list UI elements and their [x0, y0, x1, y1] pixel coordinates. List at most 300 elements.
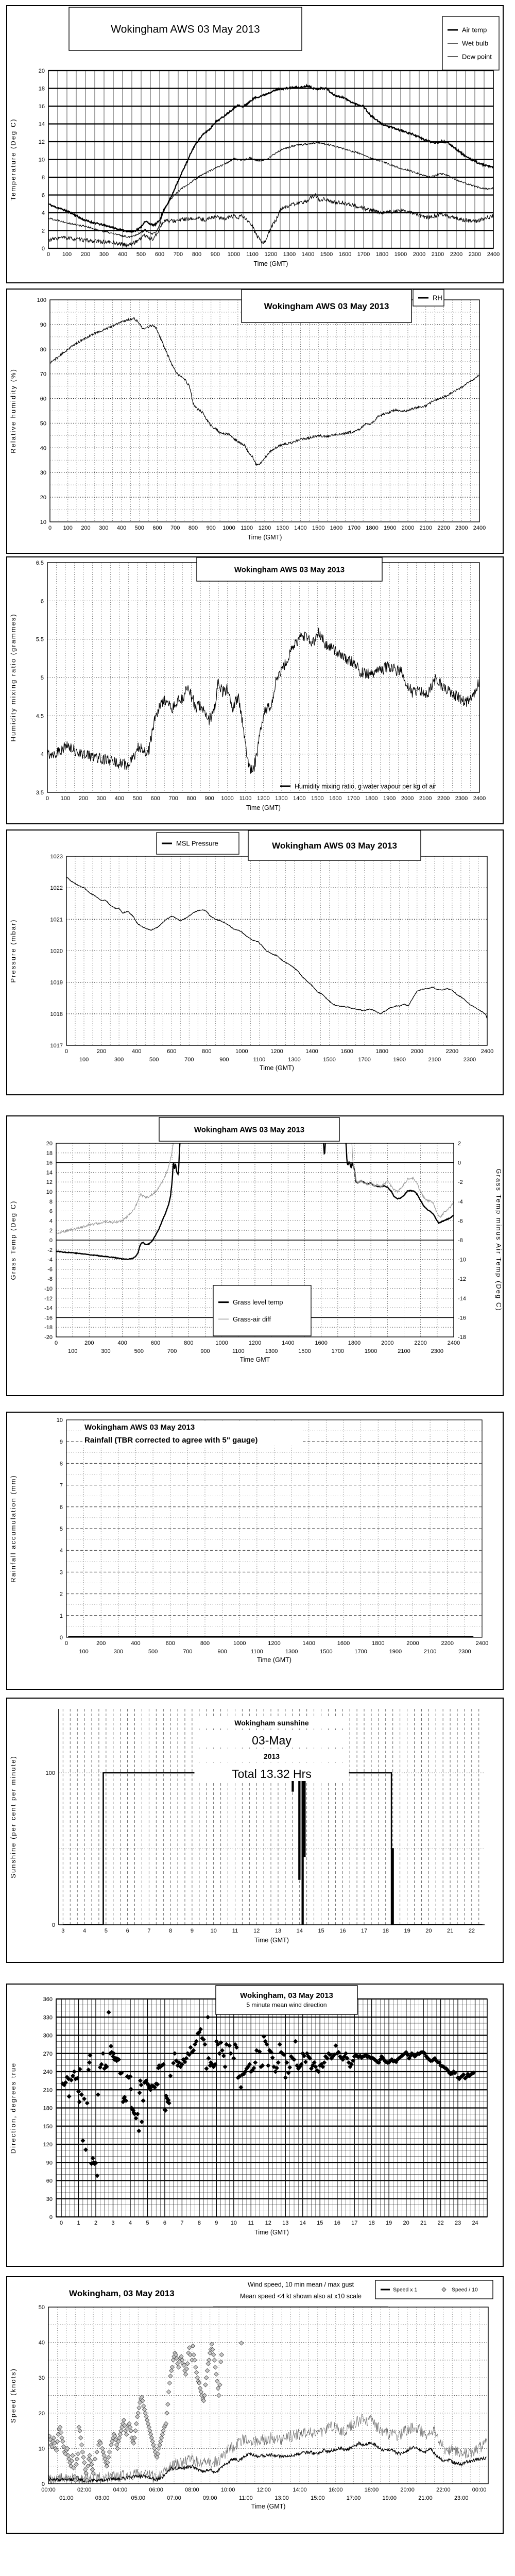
- svg-text:10: 10: [46, 1189, 53, 1195]
- x-axis-labels: [65, 1048, 493, 1063]
- x-axis-title: Time (GMT): [254, 1937, 289, 1944]
- svg-text:4: 4: [41, 210, 45, 216]
- y-axis-title: Humidity mixing ratio (grammes): [9, 613, 17, 742]
- chart-humidity-mixing-ratio: [6, 556, 504, 824]
- svg-text:0: 0: [64, 1640, 68, 1647]
- x-axis-title: Time (GMT): [260, 1064, 294, 1072]
- svg-text:180: 180: [43, 2105, 53, 2112]
- svg-text:400: 400: [131, 1640, 141, 1647]
- svg-text:0: 0: [59, 1635, 63, 1641]
- svg-text:8: 8: [59, 1461, 63, 1467]
- svg-text:500: 500: [134, 525, 144, 531]
- svg-text:15: 15: [317, 2220, 323, 2226]
- svg-text:2: 2: [59, 1591, 63, 1598]
- svg-text:14: 14: [46, 1170, 53, 1176]
- svg-text:1600: 1600: [337, 1640, 350, 1647]
- svg-text:-18: -18: [458, 1334, 466, 1341]
- svg-text:1600: 1600: [338, 251, 352, 258]
- svg-text:2000: 2000: [401, 525, 415, 531]
- svg-text:0: 0: [59, 2220, 63, 2226]
- svg-text:2: 2: [94, 2220, 98, 2226]
- svg-text:4.5: 4.5: [36, 713, 44, 720]
- svg-text:16: 16: [339, 1928, 346, 1934]
- svg-text:2400: 2400: [473, 525, 486, 531]
- svg-text:0: 0: [49, 2214, 53, 2221]
- svg-text:1000: 1000: [221, 795, 234, 802]
- series-speed-10: [47, 2341, 244, 2483]
- svg-text:18: 18: [38, 86, 45, 92]
- svg-text:2200: 2200: [450, 251, 463, 258]
- chart-title: [213, 2279, 388, 2307]
- y-axis-labels: [50, 854, 63, 1049]
- svg-text:1800: 1800: [372, 1640, 385, 1647]
- svg-text:3: 3: [61, 1928, 65, 1934]
- svg-text:1900: 1900: [393, 1057, 406, 1063]
- svg-text:2100: 2100: [428, 1057, 441, 1063]
- svg-text:90: 90: [40, 321, 46, 328]
- svg-text:90: 90: [46, 2160, 53, 2166]
- svg-text:50: 50: [40, 420, 46, 427]
- legend: [375, 2280, 493, 2299]
- svg-text:-14: -14: [44, 1305, 53, 1312]
- x-axis-title: Time (GMT): [251, 2503, 286, 2510]
- svg-text:1100: 1100: [246, 251, 259, 258]
- svg-text:Humidity mixing ratio, g water: Humidity mixing ratio, g water vapour per kg of air: [295, 783, 437, 790]
- svg-text:400: 400: [117, 1340, 127, 1346]
- chart-grass-temperature-svg: [7, 1116, 503, 1395]
- legend: [442, 16, 499, 70]
- chart-rainfall: [6, 1412, 504, 1690]
- svg-text:900: 900: [219, 1057, 229, 1063]
- svg-text:-10: -10: [44, 1286, 53, 1292]
- svg-text:500: 500: [134, 1348, 144, 1354]
- svg-text:2000: 2000: [413, 251, 426, 258]
- svg-text:60: 60: [40, 396, 46, 402]
- svg-text:800: 800: [184, 1340, 194, 1346]
- svg-text:6: 6: [59, 1504, 63, 1511]
- svg-text:07:00: 07:00: [167, 2495, 181, 2501]
- x-axis-labels: [60, 2220, 478, 2226]
- svg-text:120: 120: [43, 2142, 53, 2148]
- svg-text:2013: 2013: [263, 1752, 280, 1760]
- svg-text:270: 270: [43, 2050, 53, 2057]
- svg-text:13: 13: [282, 2220, 289, 2226]
- gridlines: [66, 856, 487, 1045]
- svg-text:100: 100: [60, 795, 71, 802]
- svg-text:1800: 1800: [375, 251, 389, 258]
- svg-text:1800: 1800: [366, 525, 379, 531]
- svg-text:1019: 1019: [50, 979, 63, 986]
- svg-text:1023: 1023: [50, 854, 63, 860]
- svg-text:7: 7: [147, 1928, 151, 1934]
- y-axis-title: Pressure (mbar): [9, 919, 17, 983]
- svg-text:11: 11: [232, 1928, 238, 1934]
- svg-text:Wokingham, 03 May 2013: Wokingham, 03 May 2013: [240, 1991, 333, 2000]
- svg-text:700: 700: [173, 251, 183, 258]
- svg-text:100: 100: [79, 1057, 89, 1063]
- svg-text:8: 8: [41, 175, 45, 181]
- svg-text:1900: 1900: [384, 525, 397, 531]
- svg-text:1000: 1000: [222, 525, 235, 531]
- svg-text:12: 12: [46, 1179, 53, 1186]
- svg-text:800: 800: [200, 1640, 210, 1647]
- svg-text:12: 12: [38, 139, 45, 145]
- svg-text:05:00: 05:00: [131, 2495, 146, 2501]
- svg-text:4: 4: [40, 751, 44, 758]
- y2-axis-title: Grass Temp minus Air Temp (Deg C): [495, 1168, 503, 1312]
- svg-text:23: 23: [454, 2220, 461, 2226]
- svg-text:20: 20: [403, 2220, 409, 2226]
- svg-text:20:00: 20:00: [400, 2487, 415, 2493]
- svg-text:9: 9: [59, 1439, 63, 1446]
- svg-text:14: 14: [299, 2220, 306, 2226]
- chart-title: [195, 1716, 349, 1781]
- svg-text:900: 900: [210, 251, 220, 258]
- svg-text:6: 6: [126, 1928, 129, 1934]
- svg-text:00:00: 00:00: [472, 2487, 487, 2493]
- svg-text:2200: 2200: [437, 795, 450, 802]
- svg-text:1700: 1700: [331, 1348, 345, 1354]
- chart-wind-direction-svg: [7, 1985, 503, 2266]
- svg-text:-12: -12: [458, 1276, 466, 1283]
- svg-text:5: 5: [59, 1526, 63, 1532]
- svg-text:5 minute mean wind direction: 5 minute mean wind direction: [246, 2001, 327, 2009]
- svg-text:1400: 1400: [293, 795, 306, 802]
- svg-text:1400: 1400: [305, 1048, 318, 1055]
- svg-text:-4: -4: [458, 1198, 463, 1205]
- svg-text:03:00: 03:00: [95, 2495, 110, 2501]
- svg-text:1800: 1800: [365, 795, 378, 802]
- svg-text:2300: 2300: [455, 795, 468, 802]
- svg-text:17:00: 17:00: [346, 2495, 361, 2501]
- legend: [413, 290, 444, 306]
- svg-text:4: 4: [83, 1928, 87, 1934]
- svg-text:8: 8: [197, 2220, 201, 2226]
- svg-text:1021: 1021: [50, 917, 63, 923]
- svg-text:-8: -8: [458, 1238, 463, 1244]
- svg-text:4: 4: [49, 1218, 53, 1225]
- y-axis-title: Speed (knots): [9, 2368, 17, 2423]
- x-axis-title: Time (GMT): [247, 534, 282, 541]
- svg-text:22:00: 22:00: [436, 2487, 451, 2493]
- svg-text:0: 0: [49, 1238, 53, 1244]
- chart-humidity-mixing-ratio-svg: [7, 557, 503, 823]
- svg-text:100: 100: [45, 1770, 55, 1776]
- y-axis-labels: [46, 1770, 55, 1928]
- chart-sunshine: [6, 1698, 504, 1963]
- svg-text:17: 17: [351, 2220, 358, 2226]
- svg-text:800: 800: [186, 795, 196, 802]
- legend: [157, 833, 239, 854]
- svg-text:30: 30: [38, 2375, 45, 2382]
- svg-text:19: 19: [386, 2220, 392, 2226]
- svg-text:2300: 2300: [431, 1348, 444, 1354]
- svg-text:2200: 2200: [414, 1340, 427, 1346]
- chart-wind-speed: [6, 2276, 504, 2534]
- svg-text:500: 500: [132, 795, 142, 802]
- svg-text:600: 600: [167, 1048, 177, 1055]
- svg-text:2000: 2000: [406, 1640, 419, 1647]
- gridlines: [66, 1420, 482, 1637]
- svg-text:700: 700: [167, 1348, 177, 1354]
- svg-text:1100: 1100: [232, 1348, 245, 1354]
- svg-text:15: 15: [318, 1928, 324, 1934]
- svg-text:Wokingham AWS 03 May 2013: Wokingham AWS 03 May 2013: [234, 565, 345, 574]
- svg-text:Wokingham, 03 May 2013: Wokingham, 03 May 2013: [69, 2289, 175, 2298]
- svg-text:300: 300: [43, 2032, 53, 2039]
- svg-text:0: 0: [45, 795, 49, 802]
- legend: [213, 1285, 311, 1336]
- svg-text:Rainfall (TBR corrected to agr: Rainfall (TBR corrected to agree with 5" gauge): [84, 1436, 258, 1445]
- svg-text:200: 200: [84, 1340, 94, 1346]
- svg-text:Speed x 1: Speed x 1: [393, 2286, 418, 2293]
- gridlines: [48, 71, 493, 248]
- chart-title: [69, 7, 302, 50]
- svg-text:10: 10: [210, 1928, 217, 1934]
- svg-text:5: 5: [40, 675, 44, 681]
- svg-text:500: 500: [136, 251, 146, 258]
- x-axis-title: Time (GMT): [254, 2229, 289, 2236]
- svg-text:09:00: 09:00: [202, 2495, 217, 2501]
- y-axis-title: Temperature (Deg C): [9, 118, 17, 201]
- svg-text:1200: 1200: [270, 1048, 283, 1055]
- svg-text:1200: 1200: [258, 525, 271, 531]
- chart-relative-humidity-svg: [7, 290, 503, 553]
- svg-text:16: 16: [334, 2220, 340, 2226]
- svg-text:01:00: 01:00: [59, 2495, 74, 2501]
- svg-text:08:00: 08:00: [185, 2487, 199, 2493]
- svg-text:21:00: 21:00: [418, 2495, 433, 2501]
- series-max-gust: [48, 2414, 487, 2485]
- svg-text:1900: 1900: [389, 1649, 402, 1655]
- svg-text:10: 10: [38, 2446, 45, 2452]
- svg-text:04:00: 04:00: [113, 2487, 128, 2493]
- svg-text:1500: 1500: [323, 1057, 336, 1063]
- svg-text:19:00: 19:00: [382, 2495, 397, 2501]
- x-axis-title: Time (GMT): [257, 1656, 291, 1664]
- svg-text:Speed / 10: Speed / 10: [452, 2286, 478, 2293]
- x-axis-labels: [47, 251, 500, 258]
- x-axis-labels: [55, 1340, 460, 1354]
- svg-text:2: 2: [458, 1141, 461, 1147]
- chart-title: [159, 1117, 339, 1141]
- y-axis-title: Rainfall accumulation (mm): [9, 1475, 17, 1583]
- svg-text:24: 24: [472, 2220, 478, 2226]
- gridlines: [47, 563, 479, 792]
- svg-text:1200: 1200: [248, 1340, 262, 1346]
- svg-text:200: 200: [96, 1048, 107, 1055]
- y-axis-labels: [37, 297, 46, 526]
- svg-text:900: 900: [204, 795, 214, 802]
- svg-text:16: 16: [38, 104, 45, 110]
- svg-text:10: 10: [230, 2220, 237, 2226]
- chart-title: [248, 831, 421, 860]
- chart-title: [242, 290, 411, 323]
- svg-text:1500: 1500: [320, 1649, 333, 1655]
- svg-text:600: 600: [150, 795, 160, 802]
- svg-text:2100: 2100: [423, 1649, 437, 1655]
- svg-text:8: 8: [49, 1198, 53, 1205]
- svg-text:00:00: 00:00: [41, 2487, 56, 2493]
- svg-text:1700: 1700: [347, 795, 360, 802]
- svg-text:12:00: 12:00: [256, 2487, 271, 2493]
- svg-text:-18: -18: [44, 1325, 53, 1331]
- chart-sunshine-svg: [7, 1699, 503, 1962]
- svg-text:Grass-air diff: Grass-air diff: [233, 1315, 271, 1323]
- svg-text:2100: 2100: [419, 525, 432, 531]
- svg-text:300: 300: [101, 1348, 111, 1354]
- x-axis-title: Time GMT: [239, 1356, 270, 1363]
- svg-text:0: 0: [458, 1160, 461, 1166]
- svg-text:14: 14: [296, 1928, 303, 1934]
- svg-text:330: 330: [43, 2014, 53, 2021]
- svg-text:1018: 1018: [50, 1011, 63, 1018]
- svg-text:6: 6: [163, 2220, 166, 2226]
- svg-text:16:00: 16:00: [328, 2487, 343, 2493]
- svg-text:2: 2: [41, 228, 45, 234]
- svg-text:2100: 2100: [419, 795, 432, 802]
- svg-text:9: 9: [190, 1928, 194, 1934]
- svg-text:10: 10: [38, 157, 45, 163]
- svg-text:1: 1: [77, 2220, 80, 2226]
- svg-text:1900: 1900: [383, 795, 396, 802]
- svg-text:7: 7: [59, 1482, 63, 1489]
- svg-text:Wokingham AWS 03 May 2013: Wokingham AWS 03 May 2013: [84, 1423, 195, 1432]
- gridlines: [48, 2307, 488, 2484]
- svg-text:1300: 1300: [285, 1649, 298, 1655]
- svg-text:Wokingham AWS 03 May 2013: Wokingham AWS 03 May 2013: [264, 301, 389, 311]
- svg-text:-12: -12: [44, 1295, 53, 1302]
- svg-text:10: 10: [56, 1417, 63, 1423]
- svg-text:2200: 2200: [445, 1048, 459, 1055]
- svg-text:19: 19: [404, 1928, 410, 1934]
- svg-text:-10: -10: [458, 1257, 466, 1263]
- svg-text:-16: -16: [44, 1315, 53, 1321]
- svg-text:400: 400: [116, 525, 127, 531]
- svg-text:1800: 1800: [348, 1340, 361, 1346]
- svg-text:1000: 1000: [235, 1048, 248, 1055]
- y-axis-labels: [39, 2304, 45, 2487]
- svg-text:1500: 1500: [320, 251, 333, 258]
- svg-text:1200: 1200: [268, 1640, 281, 1647]
- svg-text:1020: 1020: [50, 948, 63, 955]
- svg-text:700: 700: [170, 525, 180, 531]
- svg-text:1300: 1300: [288, 1057, 301, 1063]
- svg-text:30: 30: [40, 470, 46, 477]
- svg-text:30: 30: [46, 2196, 53, 2202]
- svg-text:100: 100: [79, 1649, 89, 1655]
- svg-text:21: 21: [420, 2220, 427, 2226]
- chart-temperature: [6, 5, 504, 283]
- chart-temperature-svg: [7, 6, 503, 282]
- svg-text:300: 300: [114, 1057, 124, 1063]
- svg-text:1400: 1400: [302, 1640, 315, 1647]
- svg-text:-6: -6: [47, 1266, 53, 1273]
- svg-text:1400: 1400: [301, 251, 315, 258]
- svg-text:600: 600: [154, 251, 165, 258]
- svg-text:22: 22: [468, 1928, 475, 1934]
- series-humidity-mixing-ratio: [47, 628, 479, 774]
- svg-text:200: 200: [80, 251, 91, 258]
- svg-text:1100: 1100: [239, 795, 252, 802]
- chart-msl-pressure: [6, 829, 504, 1095]
- svg-text:12: 12: [265, 2220, 271, 2226]
- svg-text:12: 12: [253, 1928, 260, 1934]
- svg-text:1600: 1600: [330, 525, 343, 531]
- svg-text:2400: 2400: [475, 1640, 489, 1647]
- svg-text:2200: 2200: [437, 525, 450, 531]
- svg-text:5: 5: [146, 2220, 149, 2226]
- svg-text:18: 18: [368, 2220, 375, 2226]
- svg-text:70: 70: [40, 371, 46, 378]
- svg-text:360: 360: [43, 1996, 53, 2003]
- svg-text:200: 200: [81, 525, 91, 531]
- svg-text:1700: 1700: [354, 1649, 367, 1655]
- svg-text:600: 600: [165, 1640, 175, 1647]
- x-axis-labels: [61, 1928, 475, 1934]
- svg-text:4: 4: [59, 1548, 63, 1554]
- svg-text:6: 6: [41, 192, 45, 199]
- svg-text:0: 0: [41, 2481, 45, 2487]
- svg-text:3: 3: [111, 2220, 115, 2226]
- svg-text:0: 0: [52, 1922, 55, 1928]
- svg-text:Air temp: Air temp: [462, 26, 487, 34]
- svg-text:1: 1: [59, 1613, 63, 1619]
- svg-text:600: 600: [152, 525, 162, 531]
- svg-text:2300: 2300: [463, 1057, 476, 1063]
- svg-text:0: 0: [54, 1340, 58, 1346]
- svg-text:-20: -20: [44, 1334, 53, 1341]
- y-axis-labels: [36, 560, 44, 796]
- y-axis-labels: [57, 1417, 63, 1641]
- series-group: [47, 628, 479, 774]
- svg-text:-2: -2: [47, 1247, 53, 1253]
- svg-text:11:00: 11:00: [239, 2495, 253, 2501]
- svg-text:7: 7: [180, 2220, 184, 2226]
- svg-text:100: 100: [62, 251, 72, 258]
- svg-text:1100: 1100: [251, 1649, 263, 1655]
- svg-text:6.5: 6.5: [36, 560, 44, 566]
- svg-text:20: 20: [38, 2410, 45, 2417]
- svg-text:200: 200: [96, 1640, 106, 1647]
- svg-text:3.5: 3.5: [36, 790, 44, 796]
- svg-text:400: 400: [117, 251, 128, 258]
- svg-text:6: 6: [40, 598, 44, 605]
- chart-relative-humidity: [6, 289, 504, 554]
- chart-title: [67, 2286, 241, 2299]
- svg-text:1200: 1200: [264, 251, 278, 258]
- svg-text:60: 60: [46, 2178, 53, 2184]
- svg-text:Grass level temp: Grass level temp: [233, 1298, 283, 1307]
- svg-text:0: 0: [41, 246, 45, 252]
- svg-text:Wokingham sunshine: Wokingham sunshine: [234, 1719, 309, 1727]
- svg-text:400: 400: [114, 795, 125, 802]
- svg-text:1000: 1000: [233, 1640, 246, 1647]
- svg-text:1600: 1600: [340, 1048, 353, 1055]
- svg-text:1800: 1800: [375, 1048, 388, 1055]
- svg-text:1022: 1022: [50, 885, 63, 892]
- svg-text:2400: 2400: [480, 1048, 494, 1055]
- svg-text:03-May: 03-May: [252, 1734, 291, 1747]
- svg-text:20: 20: [46, 1141, 53, 1147]
- svg-text:15:00: 15:00: [311, 2495, 325, 2501]
- svg-text:700: 700: [184, 1057, 194, 1063]
- y-axis-title: Direction, degrees true: [9, 2062, 17, 2154]
- svg-text:2000: 2000: [410, 1048, 424, 1055]
- svg-text:40: 40: [40, 445, 46, 452]
- gridlines: [50, 300, 479, 522]
- svg-text:100: 100: [63, 525, 73, 531]
